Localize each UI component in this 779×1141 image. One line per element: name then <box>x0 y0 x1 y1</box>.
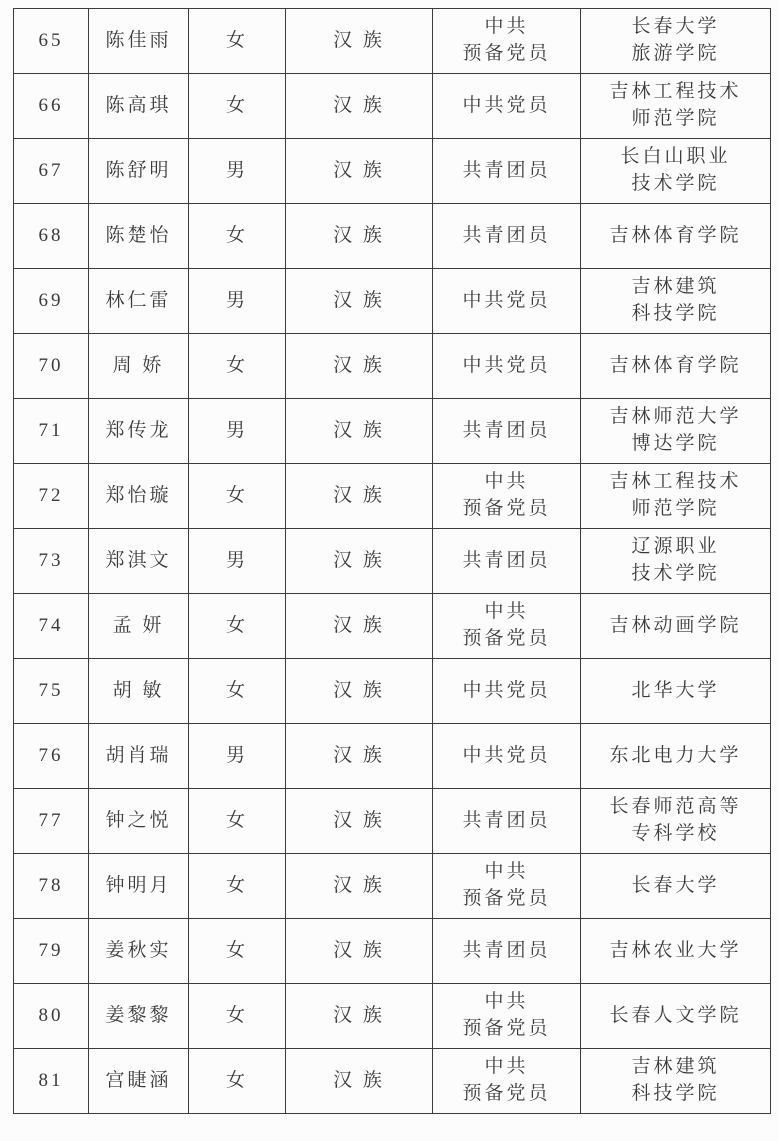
cell-number: 75 <box>14 659 89 724</box>
cell-ethnicity: 汉 族 <box>286 1049 433 1114</box>
cell-ethnicity: 汉 族 <box>286 399 433 464</box>
cell-name: 孟 妍 <box>89 594 189 659</box>
cell-line: 中共党员 <box>462 94 551 116</box>
cell-ethnicity: 汉 族 <box>286 334 433 399</box>
cell-political-status <box>433 724 581 789</box>
table-row <box>14 334 771 399</box>
table-row <box>14 529 771 594</box>
student-roster-table <box>13 8 771 1114</box>
cell-line: 吉林农业大学 <box>609 939 742 961</box>
cell-school <box>581 269 771 334</box>
cell-number: 77 <box>14 789 89 854</box>
cell-line: 预备党员 <box>462 498 551 519</box>
cell-line: 科技学院 <box>631 303 720 324</box>
cell-number: 70 <box>14 334 89 399</box>
cell-line: 共青团员 <box>462 419 551 441</box>
cell-number: 81 <box>14 1049 89 1114</box>
cell-school <box>581 204 771 269</box>
cell-ethnicity: 汉 族 <box>286 724 433 789</box>
cell-line: 中共 <box>484 991 529 1013</box>
table-row <box>14 659 771 724</box>
table-row <box>14 204 771 269</box>
cell-number: 71 <box>14 399 89 464</box>
cell-number: 65 <box>14 9 89 74</box>
cell-line: 吉林工程技术 <box>609 81 742 103</box>
cell-number: 80 <box>14 984 89 1049</box>
cell-line: 吉林建筑 <box>631 276 720 298</box>
cell-school <box>581 724 771 789</box>
cell-ethnicity: 汉 族 <box>286 594 433 659</box>
cell-gender: 女 <box>189 854 286 919</box>
cell-name: 胡 敏 <box>89 659 189 724</box>
cell-name: 郑传龙 <box>89 399 189 464</box>
cell-line: 预备党员 <box>462 628 551 649</box>
cell-school <box>581 1049 771 1114</box>
cell-line: 北华大学 <box>631 679 720 701</box>
cell-line: 中共党员 <box>462 679 551 701</box>
table-row <box>14 9 771 74</box>
cell-school <box>581 919 771 984</box>
cell-line: 吉林体育学院 <box>609 224 742 246</box>
cell-line: 共青团员 <box>462 939 551 961</box>
cell-political-status <box>433 139 581 204</box>
cell-line: 长春师范高等 <box>609 796 742 818</box>
cell-name: 郑淇文 <box>89 529 189 594</box>
cell-line: 中共党员 <box>462 354 551 376</box>
cell-political-status <box>433 984 581 1049</box>
cell-ethnicity: 汉 族 <box>286 854 433 919</box>
cell-gender: 女 <box>189 594 286 659</box>
cell-line: 中共党员 <box>462 744 551 766</box>
cell-line: 博达学院 <box>631 433 720 454</box>
cell-line: 长春人文学院 <box>609 1004 742 1026</box>
cell-line: 长白山职业 <box>620 146 731 168</box>
cell-gender: 女 <box>189 789 286 854</box>
cell-political-status <box>433 399 581 464</box>
cell-line: 吉林工程技术 <box>609 471 742 493</box>
cell-school <box>581 139 771 204</box>
cell-name: 姜黎黎 <box>89 984 189 1049</box>
cell-ethnicity: 汉 族 <box>286 464 433 529</box>
cell-name: 宫睫涵 <box>89 1049 189 1114</box>
cell-name: 胡肖瑞 <box>89 724 189 789</box>
table-row <box>14 269 771 334</box>
cell-name: 陈高琪 <box>89 74 189 139</box>
cell-school <box>581 594 771 659</box>
cell-gender: 女 <box>189 1049 286 1114</box>
cell-line: 预备党员 <box>462 1018 551 1039</box>
cell-gender: 女 <box>189 919 286 984</box>
cell-political-status <box>433 204 581 269</box>
cell-political-status <box>433 529 581 594</box>
table-row <box>14 724 771 789</box>
table-row <box>14 854 771 919</box>
cell-line: 中共 <box>484 471 529 493</box>
cell-school <box>581 399 771 464</box>
cell-number: 74 <box>14 594 89 659</box>
table-row <box>14 399 771 464</box>
cell-line: 共青团员 <box>462 549 551 571</box>
cell-line: 预备党员 <box>462 888 551 909</box>
cell-number: 73 <box>14 529 89 594</box>
cell-gender: 男 <box>189 139 286 204</box>
cell-line: 共青团员 <box>462 809 551 831</box>
cell-name: 周 娇 <box>89 334 189 399</box>
cell-number: 76 <box>14 724 89 789</box>
cell-school <box>581 529 771 594</box>
cell-line: 共青团员 <box>462 224 551 246</box>
cell-political-status <box>433 464 581 529</box>
cell-name: 林仁雷 <box>89 269 189 334</box>
cell-ethnicity: 汉 族 <box>286 9 433 74</box>
cell-line: 预备党员 <box>462 43 551 64</box>
cell-line: 旅游学院 <box>631 43 720 64</box>
cell-name: 钟之悦 <box>89 789 189 854</box>
cell-line: 吉林建筑 <box>631 1056 720 1078</box>
table-row <box>14 1049 771 1114</box>
cell-school <box>581 854 771 919</box>
cell-ethnicity: 汉 族 <box>286 74 433 139</box>
cell-line: 东北电力大学 <box>609 744 742 766</box>
cell-line: 师范学院 <box>631 498 720 519</box>
cell-gender: 女 <box>189 204 286 269</box>
table-row <box>14 919 771 984</box>
cell-school <box>581 659 771 724</box>
cell-ethnicity: 汉 族 <box>286 139 433 204</box>
cell-ethnicity: 汉 族 <box>286 204 433 269</box>
cell-line: 辽源职业 <box>631 536 720 558</box>
cell-number: 67 <box>14 139 89 204</box>
cell-line: 中共 <box>484 16 529 38</box>
cell-name: 郑怡璇 <box>89 464 189 529</box>
cell-number: 68 <box>14 204 89 269</box>
cell-line: 吉林动画学院 <box>609 614 742 636</box>
cell-name: 钟明月 <box>89 854 189 919</box>
table-row <box>14 789 771 854</box>
cell-line: 科技学院 <box>631 1083 720 1104</box>
cell-ethnicity: 汉 族 <box>286 919 433 984</box>
cell-line: 技术学院 <box>631 173 720 194</box>
cell-political-status <box>433 919 581 984</box>
cell-school <box>581 74 771 139</box>
cell-ethnicity: 汉 族 <box>286 529 433 594</box>
cell-name: 陈舒明 <box>89 139 189 204</box>
cell-gender: 男 <box>189 399 286 464</box>
cell-gender: 女 <box>189 464 286 529</box>
cell-name: 陈佳雨 <box>89 9 189 74</box>
cell-line: 中共 <box>484 1056 529 1078</box>
cell-school <box>581 984 771 1049</box>
table-row <box>14 594 771 659</box>
cell-line: 专科学校 <box>631 823 720 844</box>
cell-line: 长春大学 <box>631 874 720 896</box>
cell-gender: 女 <box>189 659 286 724</box>
cell-number: 66 <box>14 74 89 139</box>
cell-line: 预备党员 <box>462 1083 551 1104</box>
cell-line: 共青团员 <box>462 159 551 181</box>
cell-political-status <box>433 1049 581 1114</box>
cell-gender: 男 <box>189 269 286 334</box>
cell-gender: 女 <box>189 984 286 1049</box>
cell-school <box>581 334 771 399</box>
cell-gender: 女 <box>189 9 286 74</box>
cell-gender: 男 <box>189 724 286 789</box>
cell-line: 吉林体育学院 <box>609 354 742 376</box>
cell-line: 吉林师范大学 <box>609 406 742 428</box>
cell-line: 技术学院 <box>631 563 720 584</box>
cell-gender: 男 <box>189 529 286 594</box>
cell-school <box>581 464 771 529</box>
cell-political-status <box>433 854 581 919</box>
cell-number: 72 <box>14 464 89 529</box>
cell-number: 69 <box>14 269 89 334</box>
cell-ethnicity: 汉 族 <box>286 984 433 1049</box>
cell-political-status <box>433 789 581 854</box>
roster-body <box>14 9 771 1114</box>
cell-ethnicity: 汉 族 <box>286 269 433 334</box>
cell-school <box>581 9 771 74</box>
cell-number: 78 <box>14 854 89 919</box>
cell-ethnicity: 汉 族 <box>286 659 433 724</box>
cell-line: 师范学院 <box>631 108 720 129</box>
cell-name: 姜秋实 <box>89 919 189 984</box>
cell-number: 79 <box>14 919 89 984</box>
cell-political-status <box>433 269 581 334</box>
table-row <box>14 984 771 1049</box>
cell-name: 陈楚怡 <box>89 204 189 269</box>
cell-political-status <box>433 659 581 724</box>
cell-political-status <box>433 74 581 139</box>
table-row <box>14 464 771 529</box>
table-row <box>14 139 771 204</box>
cell-gender: 女 <box>189 334 286 399</box>
cell-ethnicity: 汉 族 <box>286 789 433 854</box>
cell-school <box>581 789 771 854</box>
cell-line: 中共 <box>484 601 529 623</box>
cell-line: 中共党员 <box>462 289 551 311</box>
cell-gender: 女 <box>189 74 286 139</box>
cell-political-status <box>433 334 581 399</box>
cell-political-status <box>433 9 581 74</box>
table-row <box>14 74 771 139</box>
cell-line: 中共 <box>484 861 529 883</box>
cell-line: 长春大学 <box>631 16 720 38</box>
cell-political-status <box>433 594 581 659</box>
